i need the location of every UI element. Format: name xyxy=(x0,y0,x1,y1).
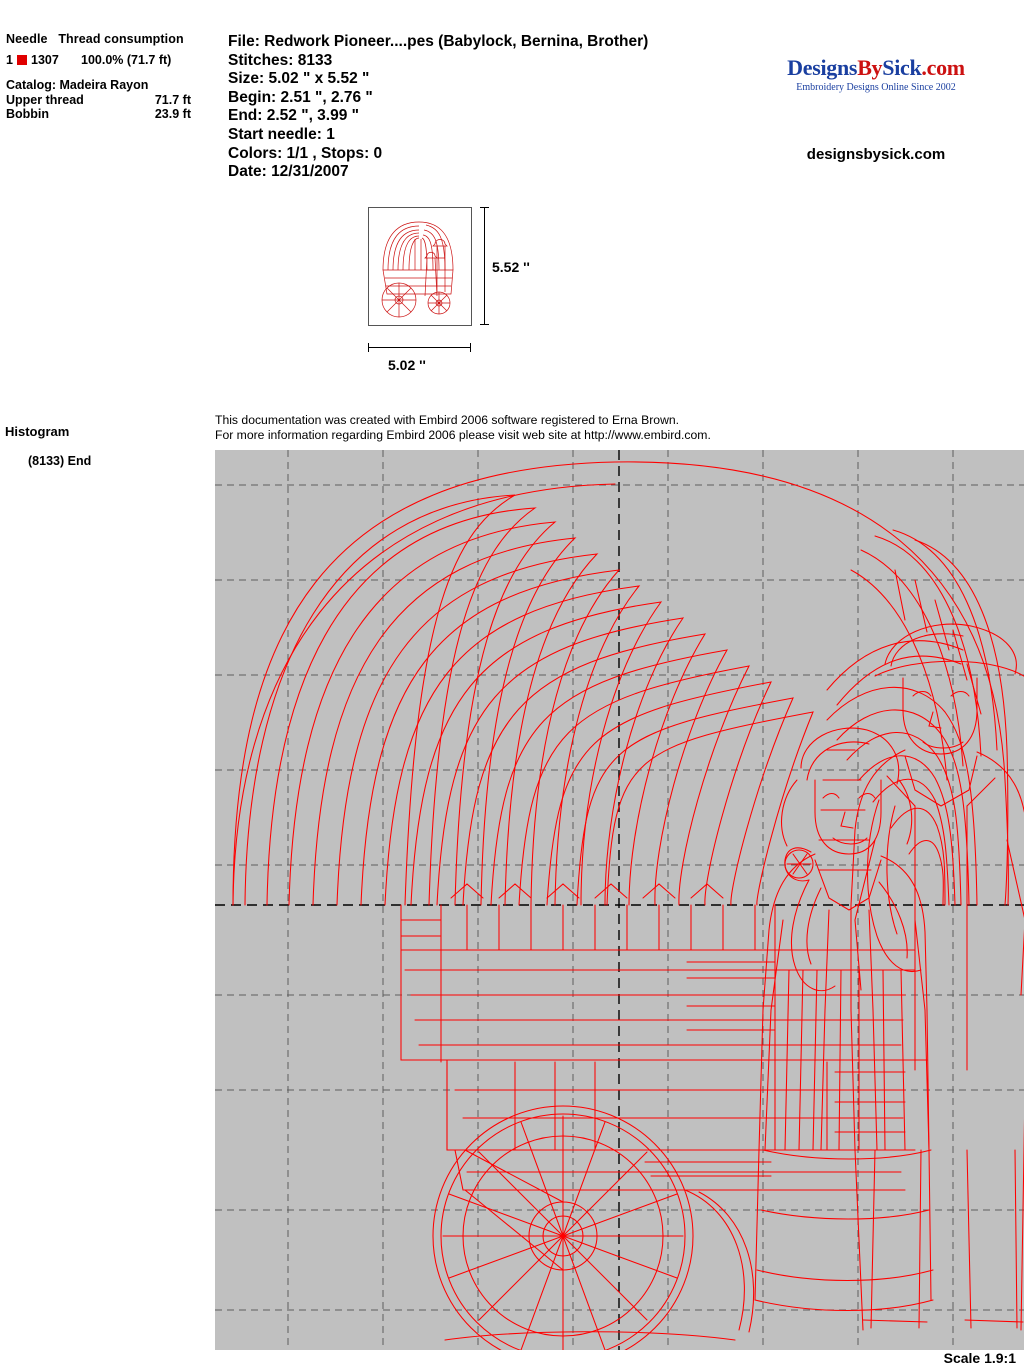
upper-thread-value: 71.7 ft xyxy=(154,92,191,107)
doc-note-line-2: For more information regarding Embird 2006 please visit web site at http://www.embird.com. xyxy=(215,428,711,442)
scale-label: Scale 1.9:1 xyxy=(943,1350,1016,1366)
height-dimension-line xyxy=(484,207,485,325)
begin-line: Begin: 2.51 ", 2.76 " xyxy=(228,88,373,106)
design-stitch-plot xyxy=(215,450,1024,1350)
needle-column-header: Needle xyxy=(6,32,48,46)
thread-percent: 100.0% xyxy=(81,53,124,67)
width-dimension-line xyxy=(368,347,471,348)
website-url: designsbysick.com xyxy=(806,146,946,163)
documentation-note xyxy=(215,413,711,443)
thread-length: (71.7 ft) xyxy=(126,53,172,67)
logo-part-com: .com xyxy=(921,55,965,80)
logo-part-sick: Sick xyxy=(882,55,922,80)
needle-index: 1 xyxy=(6,53,13,67)
colors-stops-line: Colors: 1/1 , Stops: 0 xyxy=(228,144,383,162)
doc-note-line-1: This documentation was created with Embird 2006 software registered to Erna Brown. xyxy=(215,413,680,427)
file-name-line: File: Redwork Pioneer....pes (Babylock, Bernina, Brother) xyxy=(228,33,649,50)
logo-wordmark xyxy=(752,55,1000,81)
thread-table-header xyxy=(6,32,221,46)
upper-thread-label: Upper thread xyxy=(6,92,84,107)
stitches-line: Stitches: 8133 xyxy=(228,51,333,69)
thread-consumption-panel xyxy=(6,32,221,121)
design-preview-panel xyxy=(215,450,1024,1350)
width-dimension-label: 5.02 '' xyxy=(388,357,426,373)
bobbin-label: Bobbin xyxy=(6,106,50,121)
logo-tagline: Embroidery Designs Online Since 2002 xyxy=(796,82,956,93)
thumbnail-stitch-preview xyxy=(369,208,471,325)
histogram-end-entry: (8133) End xyxy=(28,454,92,468)
end-line: End: 2.52 ", 3.99 " xyxy=(228,107,360,125)
file-info-panel xyxy=(228,33,648,182)
bobbin-value: 23.9 ft xyxy=(154,106,191,121)
logo-part-designs: Designs xyxy=(787,55,858,80)
thread-code: 1307 xyxy=(31,53,59,67)
upper-thread-row xyxy=(6,93,191,107)
color-swatch-icon xyxy=(17,55,27,65)
histogram-title: Histogram xyxy=(5,424,70,439)
height-dimension-label: 5.52 '' xyxy=(492,259,530,275)
start-needle-line: Start needle: 1 xyxy=(228,125,335,143)
catalog-label: Catalog: Madeira Rayon xyxy=(6,78,149,92)
date-line: Date: 12/31/2007 xyxy=(228,163,349,181)
size-line: Size: 5.02 " x 5.52 " xyxy=(228,70,370,88)
table-row xyxy=(6,53,221,67)
brand-logo xyxy=(752,55,1000,93)
design-thumbnail-area xyxy=(368,207,568,377)
thread-consumption-column-header: Thread consumption xyxy=(58,32,184,46)
logo-part-by: By xyxy=(857,55,883,80)
design-thumbnail xyxy=(368,207,472,326)
bobbin-row xyxy=(6,107,191,121)
